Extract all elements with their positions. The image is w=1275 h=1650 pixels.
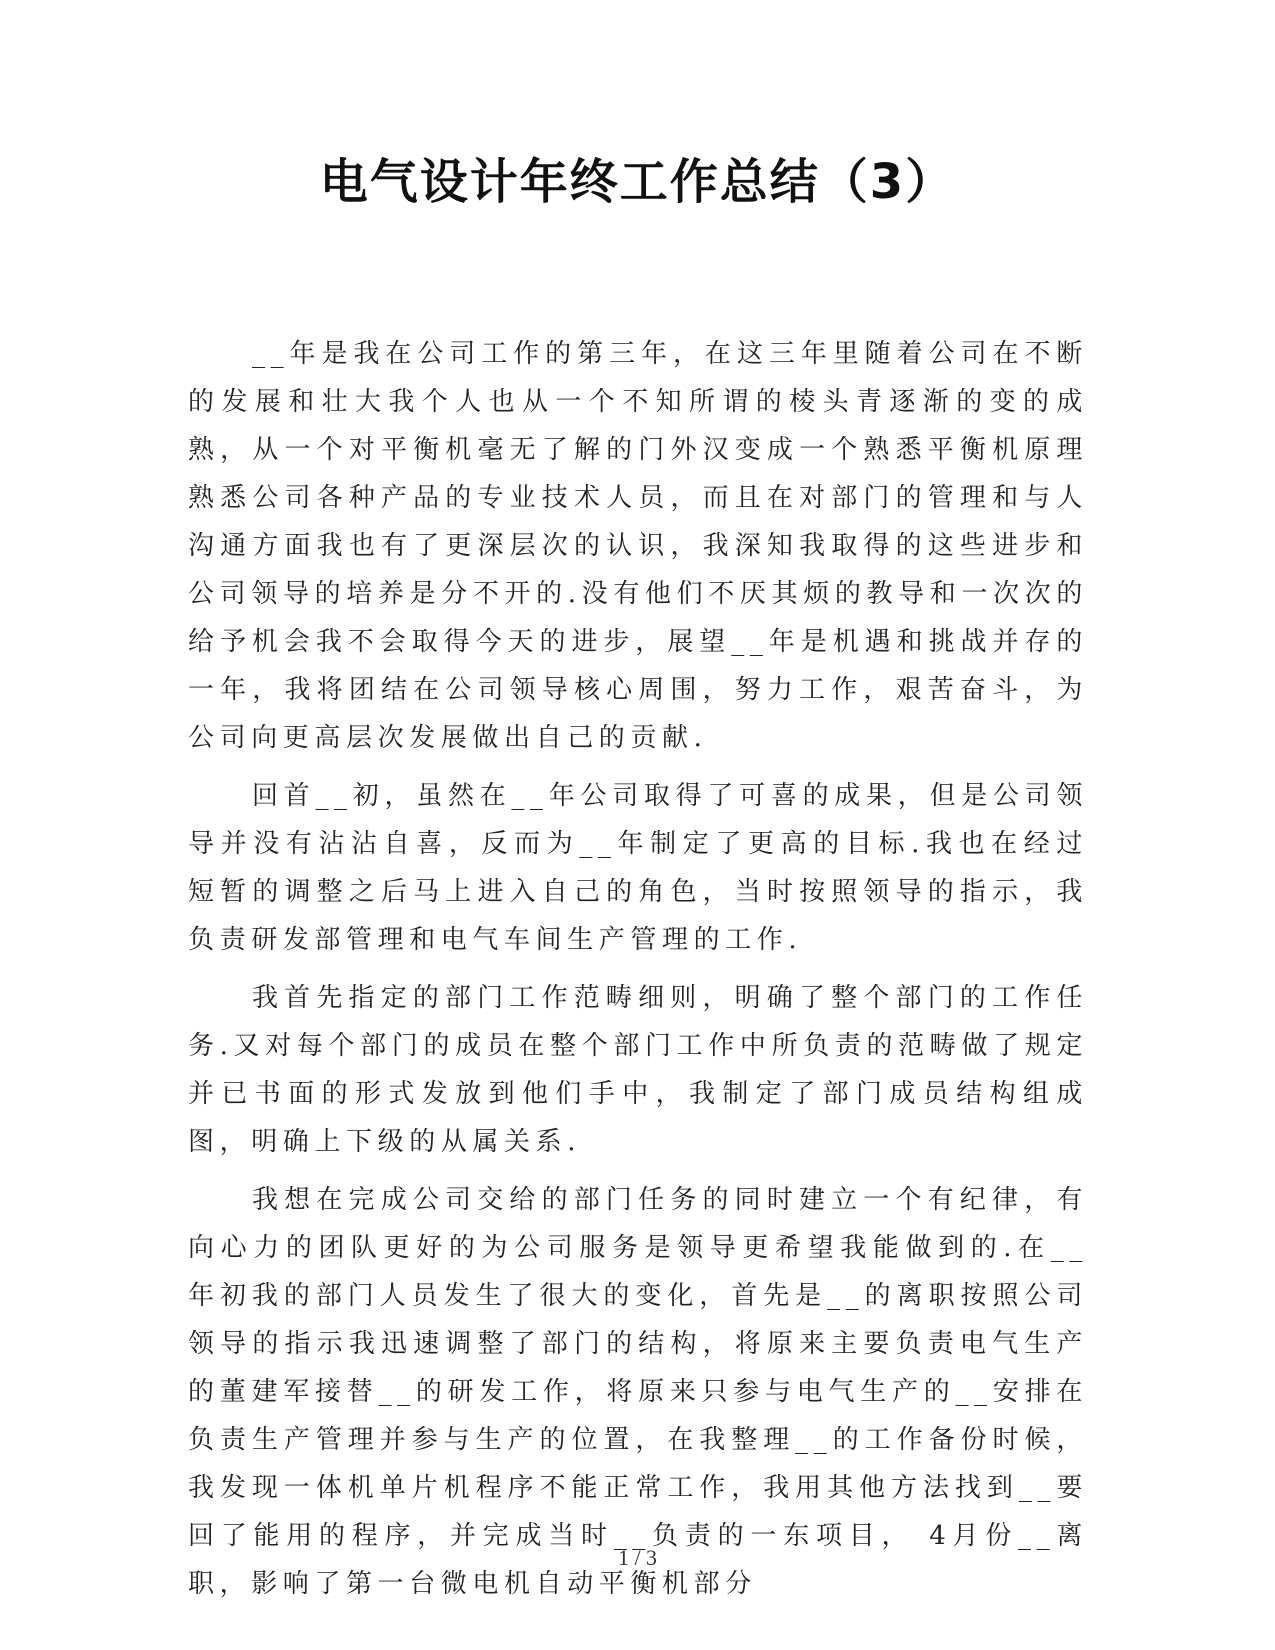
- document-title: 电气设计年终工作总结（3）: [319, 154, 956, 210]
- paragraph-4: 我想在完成公司交给的部门任务的同时建立一个有纪律，有向心力的团队更好的为公司服务是领导更希望我能做到的.在__年初我的部门人员发生了很大的变化，首先是__的离职按照公司领导的指示我迅速调整了部门的结构，将原来主要负责电气生产的董建军接替__的研发工作，将原来只参与电气生产的__安排在负责生产管理并参与生产的位置，在我整理__的工作备份时候，我发现一体机单片机程序不能正常工作，我用其他方法找到__要回了能用的程序，并完成当时__负责的一东项目， 4月份__离职，影响了第一台微电机自动平衡机部分: [188, 1185, 1088, 1599]
- paragraph-3: 我首先指定的部门工作范畴细则，明确了整个部门的工作任务.又对每个部门的成员在整个部门工作中所负责的范畴做了规定并已书面的形式发放到他们手中，我制定了部门成员结构组成图，明确上下级的从属关系.: [188, 983, 1088, 1157]
- page-number: 1 / 3: [617, 1545, 658, 1570]
- document-body: [188, 330, 1088, 1618]
- paragraph-2: 回首__初，虽然在__年公司取得了可喜的成果，但是公司领导并没有沾沾自喜，反而为__年制定了更高的目标.我也在经过短暂的调整之后马上进入自己的角色，当时按照领导的指示，我负责研发部管理和电气车间生产管理的工作.: [188, 781, 1088, 955]
- paragraph-1: __年是我在公司工作的第三年，在这三年里随着公司在不断的发展和壮大我个人也从一个不知所谓的棱头青逐渐的变的成熟，从一个对平衡机毫无了解的门外汉变成一个熟悉平衡机原理熟悉公司各种产品的专业技术人员，而且在对部门的管理和与人沟通方面我也有了更深层次的认识，我深知我取得的这些进步和公司领导的培养是分不开的.没有他们不厌其烦的教导和一次次的给予机会我不会取得今天的进步，展望__年是机遇和挑战并存的一年，我将团结在公司领导核心周围，努力工作，艰苦奋斗，为公司向更高层次发展做出自己的贡献.: [188, 339, 1088, 753]
